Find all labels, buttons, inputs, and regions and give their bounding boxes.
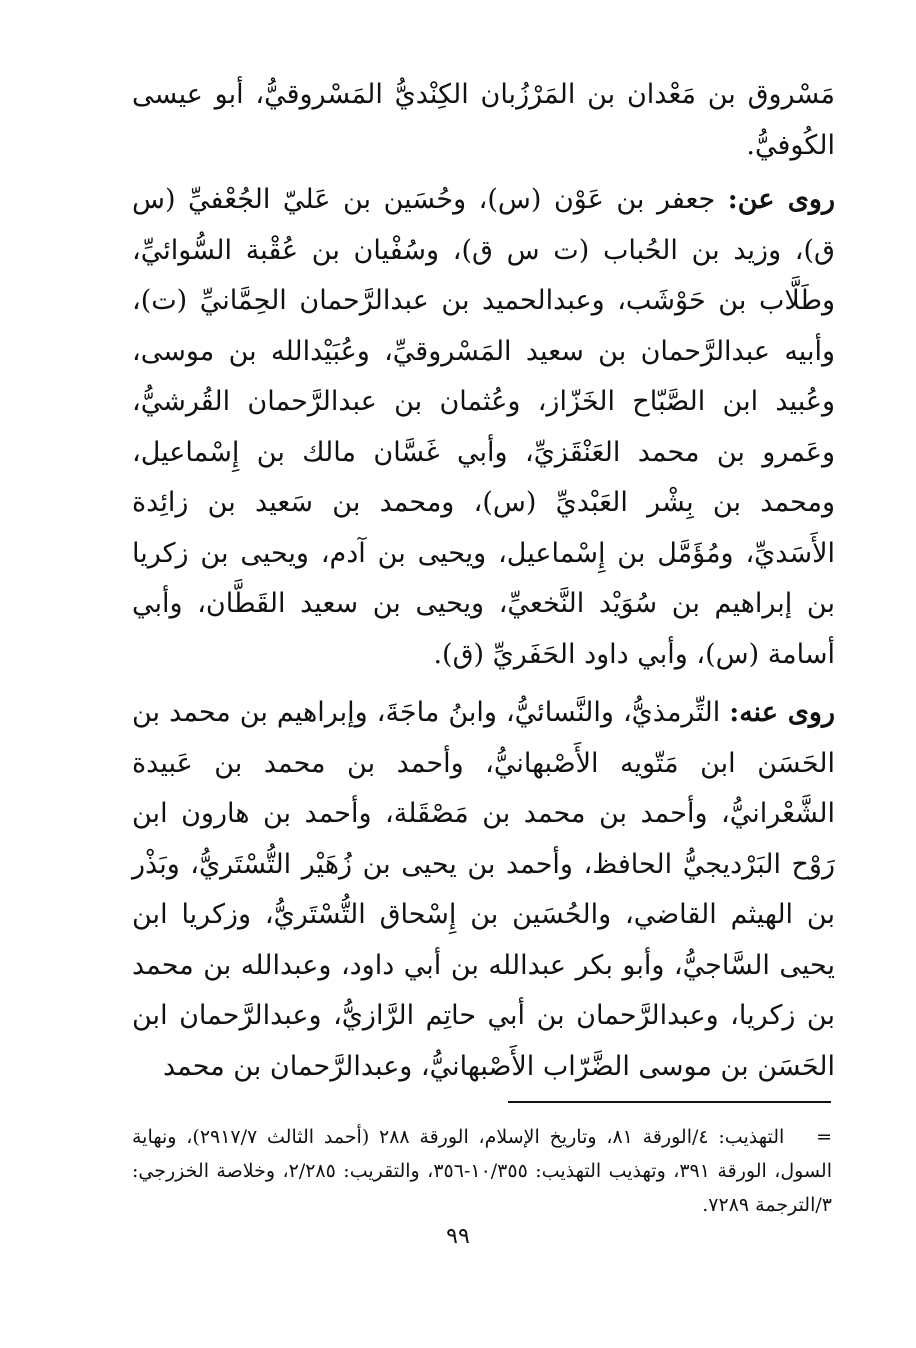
- narrated-by-section: [132, 688, 835, 1092]
- narrated-by-label: روى عنه:: [729, 697, 835, 728]
- footnote: [132, 1120, 832, 1222]
- entry-intro: مَسْروق بن مَعْدان بن المَرْزُبان الكِنْديُّ المَسْروقيُّ، أبو عيسى الكُوفيُّ.: [132, 79, 835, 161]
- footnote-marker: =: [816, 1126, 832, 1148]
- narrated-from-label: روى عن:: [727, 184, 835, 215]
- footnote-text: التهذيب: ٤/الورقة ٨١، وتاريخ الإسلام، الورقة ٢٨٨ (أحمد الثالث ٢٩١٧/٧)، ونهاية السول، الورقة ٣٩١، وتهذيب التهذيب: ١٠/٣٥٥-٣٥٦، والتقريب: ٢/٢٨٥، وخلاصة الخزرجي: ٣/الترجمة ٧٢٨٩.: [132, 1126, 832, 1216]
- narrated-by-text: التِّرمذيُّ، والنَّسائيُّ، وابنُ ماجَةَ، وإبراهيم بن محمد بن الحَسَن ابن مَتّويه الأَصْبهانيُّ، وأحمد بن محمد بن عَبيدة الشَّعْرانيُّ، وأحمد بن محمد بن مَصْقَلة، وأحمد بن هارون ابن رَوْح البَرْديجيُّ الحافظ، وأحمد بن يحيى بن زُهَيْر التُّسْتَريُّ، وبَذْر بن الهيثم القاضي، والحُسَين بن إِسْحاق التُّسْتَريُّ، وزكريا ابن يحيى السَّاجيُّ، وأبو بكر عبدالله بن أبي داود، وعبدالله بن محمد بن زكريا، وعبدالرَّحمان بن أبي حاتِم الرَّازيُّ، وعبدالرَّحمان ابن الحَسَن بن موسى الضَّرّاب الأَصْبهانيُّ، وعبدالرَّحمان بن محمد: [132, 697, 835, 1082]
- page-number: ٩٩: [446, 1224, 470, 1249]
- narrated-from-section: [132, 175, 835, 680]
- footnote-divider: [508, 1101, 831, 1103]
- narrated-from-text: جعفر بن عَوْن (س)، وحُسَين بن عَليّ الجُعْفيِّ (س ق)، وزيد بن الحُباب (ت س ق)، وسُفْيان بن عُقْبة السُّوائيِّ، وطَلَّاب بن حَوْشَب، وعبدالحميد بن عبدالرَّحمان الحِمَّانيِّ (ت)، وأبيه عبدالرَّحمان بن سعيد المَسْروقيِّ، وعُبَيْدالله بن موسى، وعُبيد ابن الصَّبّاح الخَزّاز، وعُثمان بن عبدالرَّحمان القُرشيُّ، وعَمرو بن محمد العَنْقَزيِّ، وأبي غَسَّان مالك بن إِسْماعيل، ومحمد بن بِشْر العَبْديِّ (س)، ومحمد بن سَعيد بن زائِدة الأَسَديِّ، ومُؤَمَّل بن إِسْماعيل، ويحيى بن آدم، ويحيى بن زكريا بن إبراهيم بن سُوَيْد النَّخعيِّ، ويحيى بن سعيد القَطَّان، وأبي أسامة (س)، وأبي داود الحَفَريِّ (ق).: [132, 184, 835, 670]
